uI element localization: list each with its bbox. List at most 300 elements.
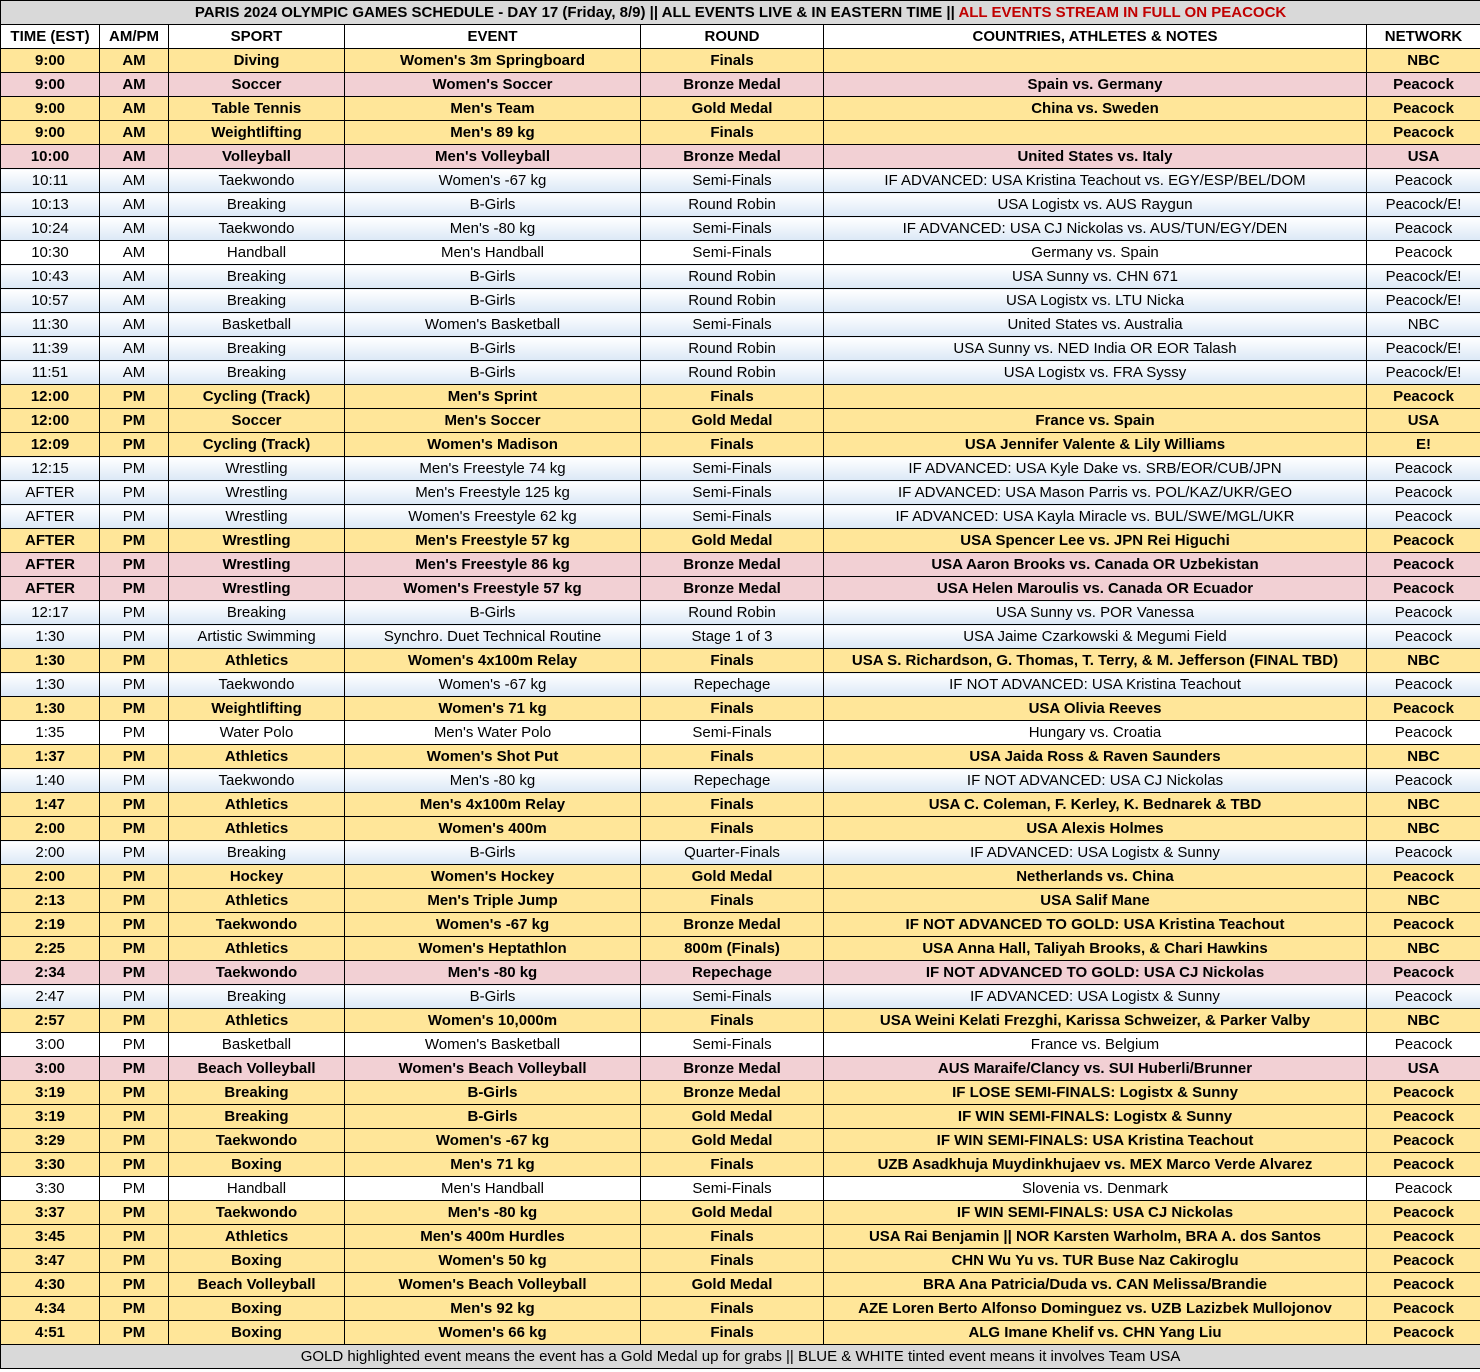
table-row — [1, 121, 1480, 145]
ampm-cell: PM — [100, 817, 169, 841]
event-cell: Women's 66 kg — [345, 1321, 641, 1345]
table-row — [1, 265, 1480, 289]
round-cell: Round Robin — [641, 337, 824, 361]
event-cell: Women's -67 kg — [345, 673, 641, 697]
notes-cell: Netherlands vs. China — [824, 865, 1367, 889]
notes-cell: USA Spencer Lee vs. JPN Rei Higuchi — [824, 529, 1367, 553]
notes-cell: IF WIN SEMI-FINALS: Logistx & Sunny — [824, 1105, 1367, 1129]
round-cell: Semi-Finals — [641, 241, 824, 265]
table-row — [1, 553, 1480, 577]
round-cell: Finals — [641, 745, 824, 769]
sport-cell: Diving — [169, 49, 345, 73]
sport-cell: Taekwondo — [169, 913, 345, 937]
notes-cell: IF NOT ADVANCED: USA Kristina Teachout — [824, 673, 1367, 697]
sport-cell: Breaking — [169, 361, 345, 385]
notes-cell: USA Rai Benjamin || NOR Karsten Warholm, BRA A. dos Santos — [824, 1225, 1367, 1249]
time-cell: 11:39 — [1, 337, 100, 361]
table-row — [1, 1129, 1480, 1153]
ampm-cell: PM — [100, 745, 169, 769]
ampm-cell: AM — [100, 49, 169, 73]
network-cell: Peacock — [1367, 1081, 1480, 1105]
ampm-cell: PM — [100, 1201, 169, 1225]
ampm-cell: PM — [100, 1273, 169, 1297]
table-row — [1, 49, 1480, 73]
time-cell: 10:24 — [1, 217, 100, 241]
network-cell: Peacock — [1367, 961, 1480, 985]
time-cell: AFTER — [1, 529, 100, 553]
time-cell: 12:17 — [1, 601, 100, 625]
time-cell: 10:43 — [1, 265, 100, 289]
sport-cell: Beach Volleyball — [169, 1273, 345, 1297]
round-cell: Bronze Medal — [641, 73, 824, 97]
ampm-cell: PM — [100, 1153, 169, 1177]
network-cell: Peacock — [1367, 841, 1480, 865]
time-cell: 1:37 — [1, 745, 100, 769]
network-cell: NBC — [1367, 889, 1480, 913]
footer-row — [1, 1345, 1480, 1369]
table-row — [1, 73, 1480, 97]
notes-cell — [824, 385, 1367, 409]
table-row — [1, 1225, 1480, 1249]
network-cell: Peacock — [1367, 529, 1480, 553]
schedule-body — [1, 49, 1480, 1345]
round-cell: Finals — [641, 121, 824, 145]
time-cell: 9:00 — [1, 121, 100, 145]
table-row — [1, 505, 1480, 529]
sport-cell: Handball — [169, 241, 345, 265]
notes-cell: IF ADVANCED: USA Logistx & Sunny — [824, 841, 1367, 865]
event-cell: Women's -67 kg — [345, 913, 641, 937]
sport-cell: Athletics — [169, 1009, 345, 1033]
ampm-cell: PM — [100, 1033, 169, 1057]
ampm-cell: PM — [100, 721, 169, 745]
notes-cell: USA Jaime Czarkowski & Megumi Field — [824, 625, 1367, 649]
ampm-cell: PM — [100, 793, 169, 817]
sport-cell: Breaking — [169, 289, 345, 313]
notes-cell: USA Helen Maroulis vs. Canada OR Ecuador — [824, 577, 1367, 601]
col-header-time: TIME (EST) — [1, 25, 100, 49]
time-cell: AFTER — [1, 577, 100, 601]
round-cell: Semi-Finals — [641, 313, 824, 337]
round-cell: Finals — [641, 385, 824, 409]
event-cell: Women's -67 kg — [345, 169, 641, 193]
network-cell: Peacock — [1367, 769, 1480, 793]
event-cell: Women's Freestyle 62 kg — [345, 505, 641, 529]
ampm-cell: PM — [100, 1225, 169, 1249]
sport-cell: Soccer — [169, 409, 345, 433]
sport-cell: Boxing — [169, 1153, 345, 1177]
ampm-cell: PM — [100, 1177, 169, 1201]
event-cell: Men's Volleyball — [345, 145, 641, 169]
event-cell: B-Girls — [345, 985, 641, 1009]
event-cell: Men's 92 kg — [345, 1297, 641, 1321]
table-row — [1, 289, 1480, 313]
network-cell: USA — [1367, 409, 1480, 433]
table-row — [1, 97, 1480, 121]
time-cell: 9:00 — [1, 73, 100, 97]
table-row — [1, 793, 1480, 817]
round-cell: Repechage — [641, 673, 824, 697]
round-cell: Semi-Finals — [641, 481, 824, 505]
ampm-cell: PM — [100, 385, 169, 409]
round-cell: Semi-Finals — [641, 985, 824, 1009]
round-cell: Finals — [641, 889, 824, 913]
time-cell: 12:09 — [1, 433, 100, 457]
ampm-cell: PM — [100, 649, 169, 673]
round-cell: Bronze Medal — [641, 553, 824, 577]
round-cell: Semi-Finals — [641, 169, 824, 193]
ampm-cell: PM — [100, 1249, 169, 1273]
time-cell: 10:30 — [1, 241, 100, 265]
event-cell: Synchro. Duet Technical Routine — [345, 625, 641, 649]
table-row — [1, 1153, 1480, 1177]
event-cell: Men's Freestyle 125 kg — [345, 481, 641, 505]
sport-cell: Artistic Swimming — [169, 625, 345, 649]
round-cell: Semi-Finals — [641, 505, 824, 529]
notes-cell: USA Jennifer Valente & Lily Williams — [824, 433, 1367, 457]
sport-cell: Cycling (Track) — [169, 385, 345, 409]
event-cell: Men's 4x100m Relay — [345, 793, 641, 817]
notes-cell: IF ADVANCED: USA Kayla Miracle vs. BUL/SWE/MGL/UKR — [824, 505, 1367, 529]
notes-cell: USA C. Coleman, F. Kerley, K. Bednarek & TBD — [824, 793, 1367, 817]
sport-cell: Basketball — [169, 1033, 345, 1057]
event-cell: Men's Freestyle 86 kg — [345, 553, 641, 577]
round-cell: Finals — [641, 1225, 824, 1249]
time-cell: 1:35 — [1, 721, 100, 745]
ampm-cell: AM — [100, 241, 169, 265]
time-cell: AFTER — [1, 505, 100, 529]
network-cell: Peacock — [1367, 121, 1480, 145]
event-cell: Women's Beach Volleyball — [345, 1057, 641, 1081]
time-cell: 2:47 — [1, 985, 100, 1009]
table-row — [1, 1105, 1480, 1129]
table-row — [1, 1273, 1480, 1297]
ampm-cell: PM — [100, 937, 169, 961]
time-cell: 10:00 — [1, 145, 100, 169]
round-cell: Finals — [641, 1249, 824, 1273]
event-cell: Men's -80 kg — [345, 961, 641, 985]
network-cell: Peacock — [1367, 625, 1480, 649]
event-cell: Men's -80 kg — [345, 769, 641, 793]
notes-cell: USA Aaron Brooks vs. Canada OR Uzbekistan — [824, 553, 1367, 577]
round-cell: Gold Medal — [641, 1273, 824, 1297]
table-row — [1, 721, 1480, 745]
network-cell: NBC — [1367, 817, 1480, 841]
round-cell: Finals — [641, 817, 824, 841]
table-row — [1, 817, 1480, 841]
network-cell: Peacock — [1367, 1249, 1480, 1273]
event-cell: Women's 71 kg — [345, 697, 641, 721]
sport-cell: Volleyball — [169, 145, 345, 169]
network-cell: USA — [1367, 145, 1480, 169]
sport-cell: Wrestling — [169, 481, 345, 505]
time-cell: 11:30 — [1, 313, 100, 337]
ampm-cell: PM — [100, 433, 169, 457]
ampm-cell: PM — [100, 697, 169, 721]
event-cell: B-Girls — [345, 1081, 641, 1105]
round-cell: Finals — [641, 793, 824, 817]
network-cell: E! — [1367, 433, 1480, 457]
ampm-cell: AM — [100, 97, 169, 121]
time-cell: 3:29 — [1, 1129, 100, 1153]
event-cell: Women's 4x100m Relay — [345, 649, 641, 673]
event-cell: Women's 3m Springboard — [345, 49, 641, 73]
table-row — [1, 1177, 1480, 1201]
notes-cell: USA Logistx vs. AUS Raygun — [824, 193, 1367, 217]
title-main: PARIS 2024 OLYMPIC GAMES SCHEDULE - DAY 17 (Friday, 8/9) || ALL EVENTS LIVE & IN EASTERN TIME || — [194, 3, 959, 21]
event-cell: B-Girls — [345, 193, 641, 217]
notes-cell: IF ADVANCED: USA Logistx & Sunny — [824, 985, 1367, 1009]
notes-cell: USA S. Richardson, G. Thomas, T. Terry, & M. Jefferson (FINAL TBD) — [824, 649, 1367, 673]
table-row — [1, 697, 1480, 721]
notes-cell: BRA Ana Patricia/Duda vs. CAN Melissa/Brandie — [824, 1273, 1367, 1297]
ampm-cell: AM — [100, 73, 169, 97]
network-cell: Peacock — [1367, 913, 1480, 937]
network-cell: Peacock/E! — [1367, 361, 1480, 385]
round-cell: Finals — [641, 433, 824, 457]
network-cell: Peacock — [1367, 697, 1480, 721]
col-header-network: NETWORK — [1367, 25, 1480, 49]
network-cell: Peacock — [1367, 1153, 1480, 1177]
notes-cell: IF NOT ADVANCED TO GOLD: USA Kristina Teachout — [824, 913, 1367, 937]
table-row — [1, 1249, 1480, 1273]
network-cell: Peacock — [1367, 1297, 1480, 1321]
table-row — [1, 841, 1480, 865]
round-cell: Semi-Finals — [641, 1033, 824, 1057]
notes-cell: USA Jaida Ross & Raven Saunders — [824, 745, 1367, 769]
round-cell: Gold Medal — [641, 97, 824, 121]
title-row — [1, 1, 1480, 25]
event-cell: Women's 50 kg — [345, 1249, 641, 1273]
event-cell: Men's Freestyle 74 kg — [345, 457, 641, 481]
table-row — [1, 1057, 1480, 1081]
ampm-cell: PM — [100, 865, 169, 889]
event-cell: Women's 10,000m — [345, 1009, 641, 1033]
round-cell: Bronze Medal — [641, 145, 824, 169]
notes-cell: CHN Wu Yu vs. TUR Buse Naz Cakiroglu — [824, 1249, 1367, 1273]
ampm-cell: PM — [100, 601, 169, 625]
ampm-cell: PM — [100, 577, 169, 601]
time-cell: 9:00 — [1, 97, 100, 121]
schedule-title — [1, 1, 1480, 25]
notes-cell: IF ADVANCED: USA Mason Parris vs. POL/KAZ/UKR/GEO — [824, 481, 1367, 505]
ampm-cell: PM — [100, 1129, 169, 1153]
sport-cell: Boxing — [169, 1249, 345, 1273]
sport-cell: Breaking — [169, 1081, 345, 1105]
round-cell: Gold Medal — [641, 409, 824, 433]
notes-cell: USA Weini Kelati Frezghi, Karissa Schweizer, & Parker Valby — [824, 1009, 1367, 1033]
notes-cell: USA Logistx vs. FRA Syssy — [824, 361, 1367, 385]
ampm-cell: AM — [100, 289, 169, 313]
event-cell: B-Girls — [345, 265, 641, 289]
ampm-cell: PM — [100, 1081, 169, 1105]
time-cell: 12:00 — [1, 385, 100, 409]
table-row — [1, 601, 1480, 625]
table-row — [1, 769, 1480, 793]
notes-cell: USA Sunny vs. CHN 671 — [824, 265, 1367, 289]
round-cell: Finals — [641, 1009, 824, 1033]
ampm-cell: AM — [100, 337, 169, 361]
network-cell: Peacock — [1367, 1273, 1480, 1297]
sport-cell: Athletics — [169, 889, 345, 913]
network-cell: NBC — [1367, 49, 1480, 73]
event-cell: Men's Team — [345, 97, 641, 121]
time-cell: 4:34 — [1, 1297, 100, 1321]
round-cell: Finals — [641, 49, 824, 73]
sport-cell: Wrestling — [169, 457, 345, 481]
sport-cell: Wrestling — [169, 529, 345, 553]
time-cell: 3:30 — [1, 1153, 100, 1177]
notes-cell: IF NOT ADVANCED TO GOLD: USA CJ Nickolas — [824, 961, 1367, 985]
time-cell: 10:11 — [1, 169, 100, 193]
event-cell: Men's -80 kg — [345, 217, 641, 241]
ampm-cell: PM — [100, 769, 169, 793]
table-row — [1, 1009, 1480, 1033]
round-cell: Finals — [641, 1321, 824, 1345]
ampm-cell: AM — [100, 121, 169, 145]
table-row — [1, 745, 1480, 769]
time-cell: 2:57 — [1, 1009, 100, 1033]
round-cell: Finals — [641, 697, 824, 721]
event-cell: Women's Madison — [345, 433, 641, 457]
sport-cell: Wrestling — [169, 505, 345, 529]
ampm-cell: PM — [100, 1009, 169, 1033]
network-cell: Peacock/E! — [1367, 337, 1480, 361]
time-cell: 2:13 — [1, 889, 100, 913]
col-header-ampm: AM/PM — [100, 25, 169, 49]
event-cell: Women's Hockey — [345, 865, 641, 889]
network-cell: Peacock — [1367, 217, 1480, 241]
round-cell: Gold Medal — [641, 1201, 824, 1225]
event-cell: B-Girls — [345, 289, 641, 313]
round-cell: Round Robin — [641, 361, 824, 385]
notes-cell: Hungary vs. Croatia — [824, 721, 1367, 745]
table-row — [1, 433, 1480, 457]
time-cell: 10:57 — [1, 289, 100, 313]
time-cell: 2:00 — [1, 865, 100, 889]
table-row — [1, 193, 1480, 217]
col-header-notes: COUNTRIES, ATHLETES & NOTES — [824, 25, 1367, 49]
round-cell: Repechage — [641, 961, 824, 985]
time-cell: 12:15 — [1, 457, 100, 481]
table-row — [1, 529, 1480, 553]
sport-cell: Basketball — [169, 313, 345, 337]
notes-cell: France vs. Spain — [824, 409, 1367, 433]
network-cell: Peacock — [1367, 1129, 1480, 1153]
table-row — [1, 241, 1480, 265]
network-cell: Peacock — [1367, 577, 1480, 601]
table-row — [1, 913, 1480, 937]
round-cell: Semi-Finals — [641, 457, 824, 481]
ampm-cell: PM — [100, 457, 169, 481]
network-cell: Peacock — [1367, 457, 1480, 481]
round-cell: Gold Medal — [641, 529, 824, 553]
time-cell: 2:00 — [1, 817, 100, 841]
network-cell: Peacock — [1367, 1033, 1480, 1057]
time-cell: 2:34 — [1, 961, 100, 985]
ampm-cell: PM — [100, 1105, 169, 1129]
event-cell: Women's Basketball — [345, 313, 641, 337]
network-cell: Peacock — [1367, 1105, 1480, 1129]
ampm-cell: PM — [100, 409, 169, 433]
event-cell: Men's Triple Jump — [345, 889, 641, 913]
time-cell: 1:30 — [1, 625, 100, 649]
network-cell: Peacock — [1367, 1321, 1480, 1345]
network-cell: Peacock — [1367, 1177, 1480, 1201]
notes-cell: AUS Maraife/Clancy vs. SUI Huberli/Brunner — [824, 1057, 1367, 1081]
notes-cell — [824, 49, 1367, 73]
sport-cell: Boxing — [169, 1321, 345, 1345]
time-cell: AFTER — [1, 481, 100, 505]
event-cell: B-Girls — [345, 361, 641, 385]
event-cell: B-Girls — [345, 841, 641, 865]
network-cell: Peacock — [1367, 1225, 1480, 1249]
col-header-round: ROUND — [641, 25, 824, 49]
ampm-cell: PM — [100, 985, 169, 1009]
network-cell: Peacock — [1367, 865, 1480, 889]
network-cell: NBC — [1367, 313, 1480, 337]
sport-cell: Soccer — [169, 73, 345, 97]
table-row — [1, 577, 1480, 601]
event-cell: Women's 400m — [345, 817, 641, 841]
event-cell: Women's Soccer — [345, 73, 641, 97]
time-cell: 2:19 — [1, 913, 100, 937]
time-cell: 1:30 — [1, 649, 100, 673]
event-cell: Men's Water Polo — [345, 721, 641, 745]
ampm-cell: PM — [100, 1297, 169, 1321]
notes-cell: Germany vs. Spain — [824, 241, 1367, 265]
notes-cell: Spain vs. Germany — [824, 73, 1367, 97]
round-cell: Gold Medal — [641, 1105, 824, 1129]
sport-cell: Breaking — [169, 265, 345, 289]
table-row — [1, 457, 1480, 481]
network-cell: Peacock — [1367, 673, 1480, 697]
notes-cell: UZB Asadkhuja Muydinkhujaev vs. MEX Marco Verde Alvarez — [824, 1153, 1367, 1177]
ampm-cell: PM — [100, 1057, 169, 1081]
ampm-cell: PM — [100, 529, 169, 553]
sport-cell: Table Tennis — [169, 97, 345, 121]
ampm-cell: AM — [100, 217, 169, 241]
table-row — [1, 1321, 1480, 1345]
notes-cell: IF ADVANCED: USA Kyle Dake vs. SRB/EOR/CUB/JPN — [824, 457, 1367, 481]
table-row — [1, 649, 1480, 673]
round-cell: Quarter-Finals — [641, 841, 824, 865]
ampm-cell: PM — [100, 889, 169, 913]
sport-cell: Athletics — [169, 649, 345, 673]
sport-cell: Breaking — [169, 841, 345, 865]
notes-cell: AZE Loren Berto Alfonso Dominguez vs. UZB Lazizbek Mullojonov — [824, 1297, 1367, 1321]
network-cell: USA — [1367, 1057, 1480, 1081]
network-cell: Peacock — [1367, 601, 1480, 625]
sport-cell: Boxing — [169, 1297, 345, 1321]
ampm-cell: PM — [100, 841, 169, 865]
time-cell: 1:30 — [1, 673, 100, 697]
col-header-sport: SPORT — [169, 25, 345, 49]
event-cell: Men's 400m Hurdles — [345, 1225, 641, 1249]
event-cell: Men's Sprint — [345, 385, 641, 409]
notes-cell: USA Sunny vs. POR Vanessa — [824, 601, 1367, 625]
table-row — [1, 361, 1480, 385]
table-row — [1, 625, 1480, 649]
event-cell: Women's Heptathlon — [345, 937, 641, 961]
sport-cell: Breaking — [169, 601, 345, 625]
notes-cell: United States vs. Australia — [824, 313, 1367, 337]
notes-cell: USA Sunny vs. NED India OR EOR Talash — [824, 337, 1367, 361]
round-cell: Bronze Medal — [641, 1057, 824, 1081]
ampm-cell: PM — [100, 505, 169, 529]
event-cell: Men's Handball — [345, 241, 641, 265]
notes-cell: ALG Imane Khelif vs. CHN Yang Liu — [824, 1321, 1367, 1345]
